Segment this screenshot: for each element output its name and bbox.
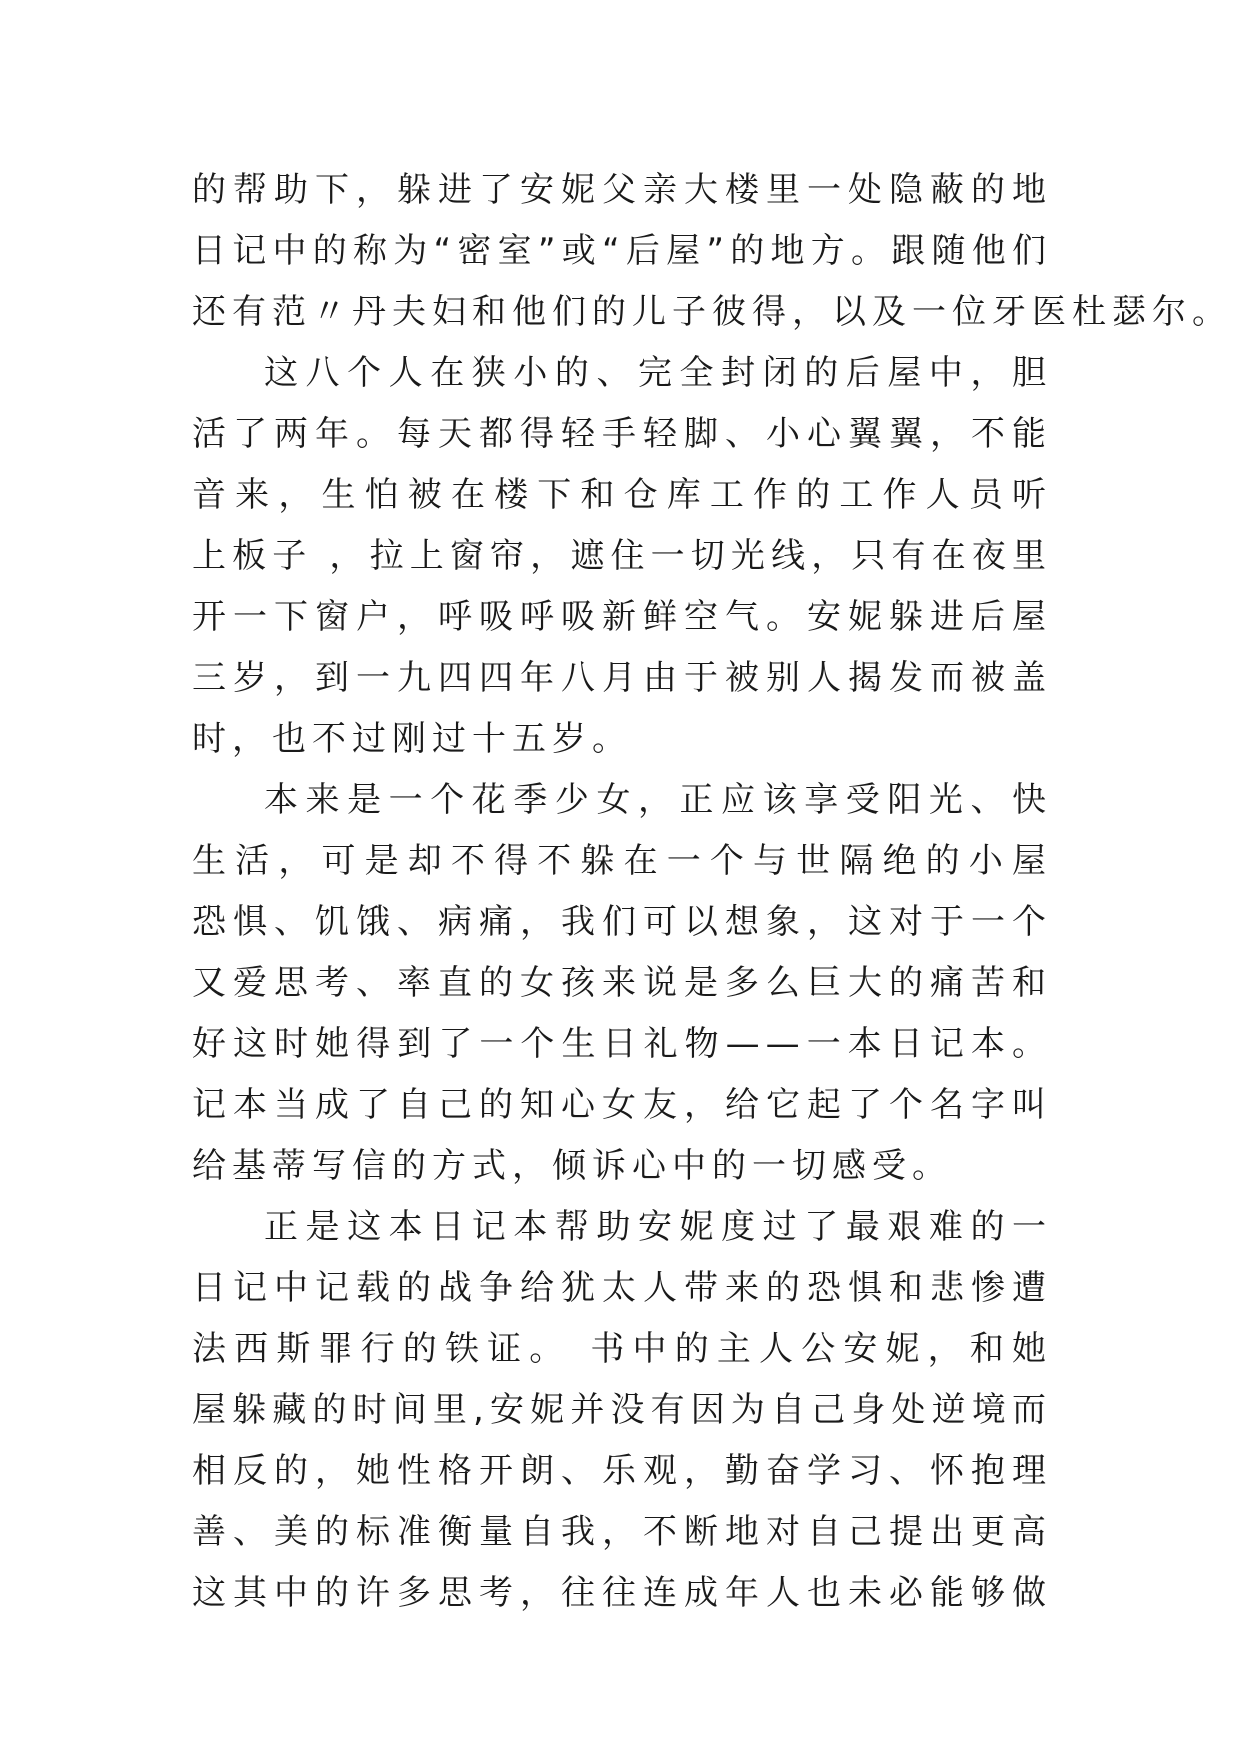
- text-line: 上板子 ，拉上窗帘，遮住一切光线，只有在夜里: [192, 536, 1052, 576]
- text-line: 开一下窗户，呼吸呼吸新鲜空气。安妮躲进后屋: [192, 597, 1052, 637]
- text-line: 恐惧、饥饿、病痛，我们可以想象，这对于一个: [192, 902, 1052, 942]
- text-line: 活了两年。每天都得轻手轻脚、小心翼翼，不能: [192, 414, 1052, 454]
- text-line: 好这时她得到了一个生日礼物——一本日记本。: [192, 1024, 1052, 1064]
- document-body-text: [192, 160, 1232, 1624]
- text-line: 三岁，到一九四四年八月由于被别人揭发而被盖: [192, 658, 1052, 698]
- text-line: 相反的，她性格开朗、乐观，勤奋学习、怀抱理: [192, 1451, 1052, 1491]
- text-line: 日记中记载的战争给犹太人带来的恐惧和悲惨遭: [192, 1268, 1052, 1308]
- text-line: 的帮助下，躲进了安妮父亲大楼里一处隐蔽的地: [192, 170, 1052, 210]
- text-line: 善、美的标准衡量自我，不断地对自己提出更高: [192, 1512, 1052, 1552]
- text-line: 还有范〃丹夫妇和他们的儿子彼得，以及一位牙医杜瑟尔。: [192, 292, 1232, 332]
- text-line: 本来是一个花季少女，正应该享受阳光、快: [264, 780, 1052, 820]
- text-line: 又爱思考、率直的女孩来说是多么巨大的痛苦和: [192, 963, 1052, 1003]
- text-line: 音来，生怕被在楼下和仓库工作的工作人员听: [192, 475, 1052, 515]
- text-line: 这八个人在狭小的、完全封闭的后屋中，胆: [264, 353, 1052, 393]
- text-line: 这其中的许多思考，往往连成年人也未必能够做: [192, 1573, 1052, 1613]
- text-line: 正是这本日记本帮助安妮度过了最艰难的一: [264, 1207, 1052, 1247]
- text-line: 屋躲藏的时间里,安妮并没有因为自己身处逆境而: [192, 1390, 1052, 1430]
- text-line: 时，也不过刚过十五岁。: [192, 719, 632, 759]
- text-line: 给基蒂写信的方式，倾诉心中的一切感受。: [192, 1146, 952, 1186]
- text-line: 法西斯罪行的铁证。 书中的主人公安妮，和她: [192, 1329, 1052, 1369]
- text-line: 记本当成了自己的知心女友，给它起了个名字叫: [192, 1085, 1052, 1125]
- text-line: 生活，可是却不得不躲在一个与世隔绝的小屋: [192, 841, 1052, 881]
- text-line: 日记中的称为“密室”或“后屋”的地方。跟随他们: [192, 231, 1052, 271]
